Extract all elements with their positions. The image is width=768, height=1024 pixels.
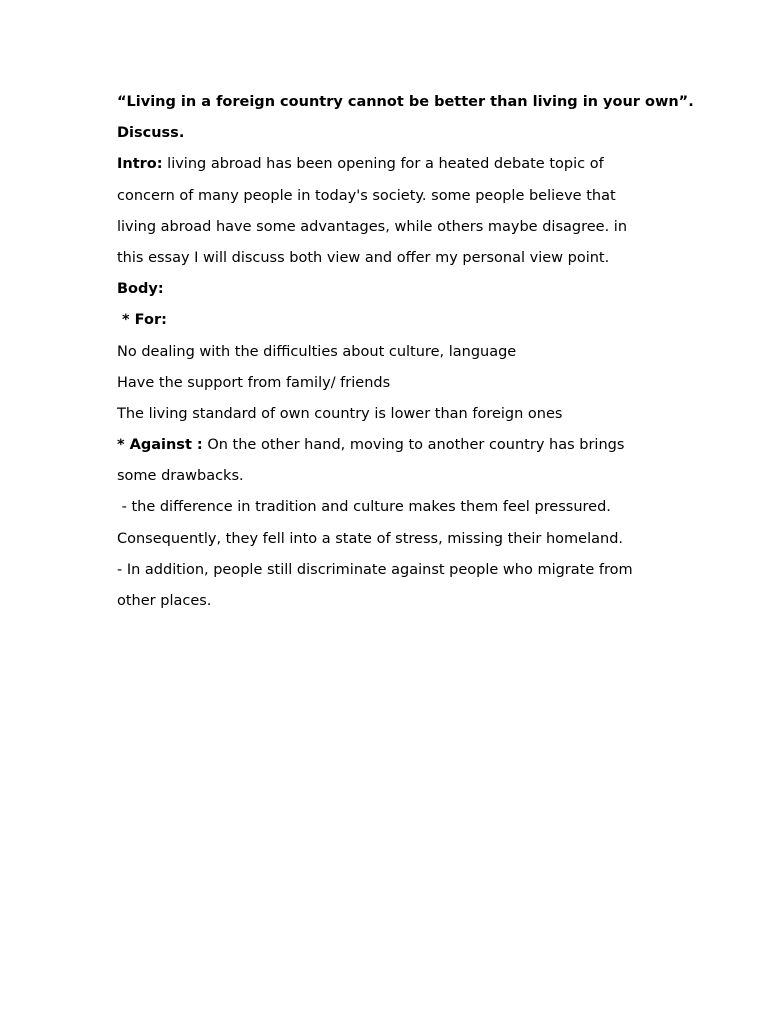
intro-line-3: living abroad have some advantages, while others maybe disagree. in — [117, 218, 628, 235]
essay-text — [117, 87, 694, 617]
body-label: Body: — [117, 281, 164, 298]
for-point-3: The living standard of own country is lower than foreign ones — [117, 405, 563, 422]
intro-text-1: living abroad has been opening for a heated debate topic of — [162, 156, 604, 173]
against-line-2: some drawbacks. — [117, 468, 244, 485]
for-point-2: Have the support from family/ friends — [117, 374, 391, 391]
intro-line-1 — [117, 149, 677, 180]
discuss-label: Discuss. — [117, 125, 185, 142]
against-line-6: other places. — [117, 593, 212, 609]
against-text-1: On the other hand, moving to another country has brings — [202, 437, 625, 454]
against-line-1 — [117, 430, 677, 461]
for-point-1: No dealing with the difficulties about culture, language — [117, 343, 517, 360]
against-line-3: - the difference in tradition and culture makes them feel pressured. — [117, 499, 611, 516]
for-label: * For: — [117, 312, 167, 329]
against-label: * Against : — [117, 437, 203, 454]
intro-label: Intro: — [117, 156, 163, 173]
against-line-4: Consequently, they fell into a state of stress, missing their homeland. — [117, 530, 624, 547]
against-line-5: - In addition, people still discriminate against people who migrate from — [117, 561, 633, 578]
intro-line-2: concern of many people in today's society. some people believe that — [117, 187, 616, 204]
essay-title: “Living in a foreign country cannot be better than living in your own”. — [117, 94, 694, 110]
intro-line-4: this essay I will discuss both view and offer my personal view point. — [117, 249, 610, 266]
